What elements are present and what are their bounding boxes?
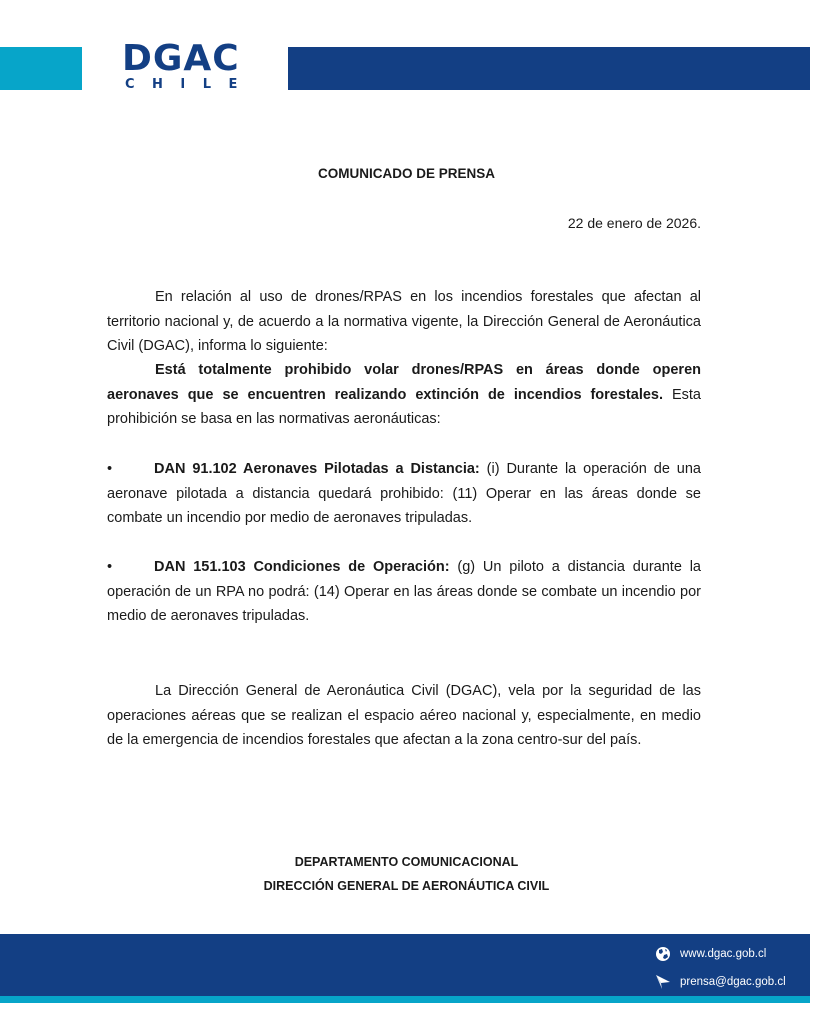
intro-text: En relación al uso de drones/RPAS en los incendios forestales que afectan al territorio nacional y, de acuerdo a la normativa vigente, la Dirección General de Aeronáutica Civil (DGAC), informa lo siguiente: xyxy=(107,289,701,355)
bullet-item xyxy=(107,555,701,629)
intro-paragraph xyxy=(107,285,701,359)
document-date: 22 de enero de 2026. xyxy=(567,215,701,231)
header-cyan-bar xyxy=(0,47,82,90)
footer-email[interactable] xyxy=(655,974,786,990)
footer-website[interactable] xyxy=(655,946,766,962)
signature-block xyxy=(0,850,813,898)
prohibition-paragraph xyxy=(107,358,701,432)
paper-plane-icon xyxy=(655,974,671,990)
document-title: COMUNICADO DE PRENSA xyxy=(317,166,495,181)
bullet-item xyxy=(107,457,701,531)
bullet-heading: DAN 151.103 Condiciones de Operación: xyxy=(154,559,450,575)
closing-text: La Dirección General de Aeronáutica Civil (DGAC), vela por la seguridad de las operaciones aéreas que se realizan el espacio aéreo nacional y, especialmente, en medio de la emergencia de incendios forestales que afectan a la zona centro-sur del país. xyxy=(107,683,701,749)
bullet-text: (g) Un piloto a distancia durante la operación de un RPA no podrá: (14) Operar en las áreas donde se combate un incendio por medio de aeronaves tripuladas. xyxy=(107,559,701,625)
logo-country: CHILE xyxy=(125,77,255,92)
bullet-marker: • xyxy=(107,461,113,477)
header-blue-bar xyxy=(288,47,810,90)
footer-cyan-strip xyxy=(0,996,810,1003)
dgac-logo xyxy=(122,38,255,92)
email-link[interactable]: prensa@dgac.gob.cl xyxy=(680,976,786,988)
logo-wordmark: DGAC xyxy=(122,38,240,79)
signature-department: DEPARTAMENTO COMUNICACIONAL xyxy=(294,855,519,869)
prohibition-rest-text: Esta prohibición se basa en las normativas aeronáuticas: xyxy=(107,386,701,428)
bullet-marker: • xyxy=(107,559,113,575)
bullet-text: (i) Durante la operación de una aeronave pilotada a distancia quedará prohibido: (11) Operar en las áreas donde se combate un incendio por medio de aeronaves tripuladas. xyxy=(107,461,701,527)
globe-icon xyxy=(655,946,671,962)
bullet-heading: DAN 91.102 Aeronaves Pilotadas a Distancia: xyxy=(154,461,480,477)
prohibition-bold-text: Está totalmente prohibido volar drones/RPAS en áreas donde operen aeronaves que se encuentren realizando extinción de incendios forestales. xyxy=(107,362,701,403)
website-link[interactable]: www.dgac.gob.cl xyxy=(680,948,767,960)
closing-paragraph xyxy=(107,679,701,753)
signature-organization: DIRECCIÓN GENERAL DE AERONÁUTICA CIVIL xyxy=(263,879,550,893)
